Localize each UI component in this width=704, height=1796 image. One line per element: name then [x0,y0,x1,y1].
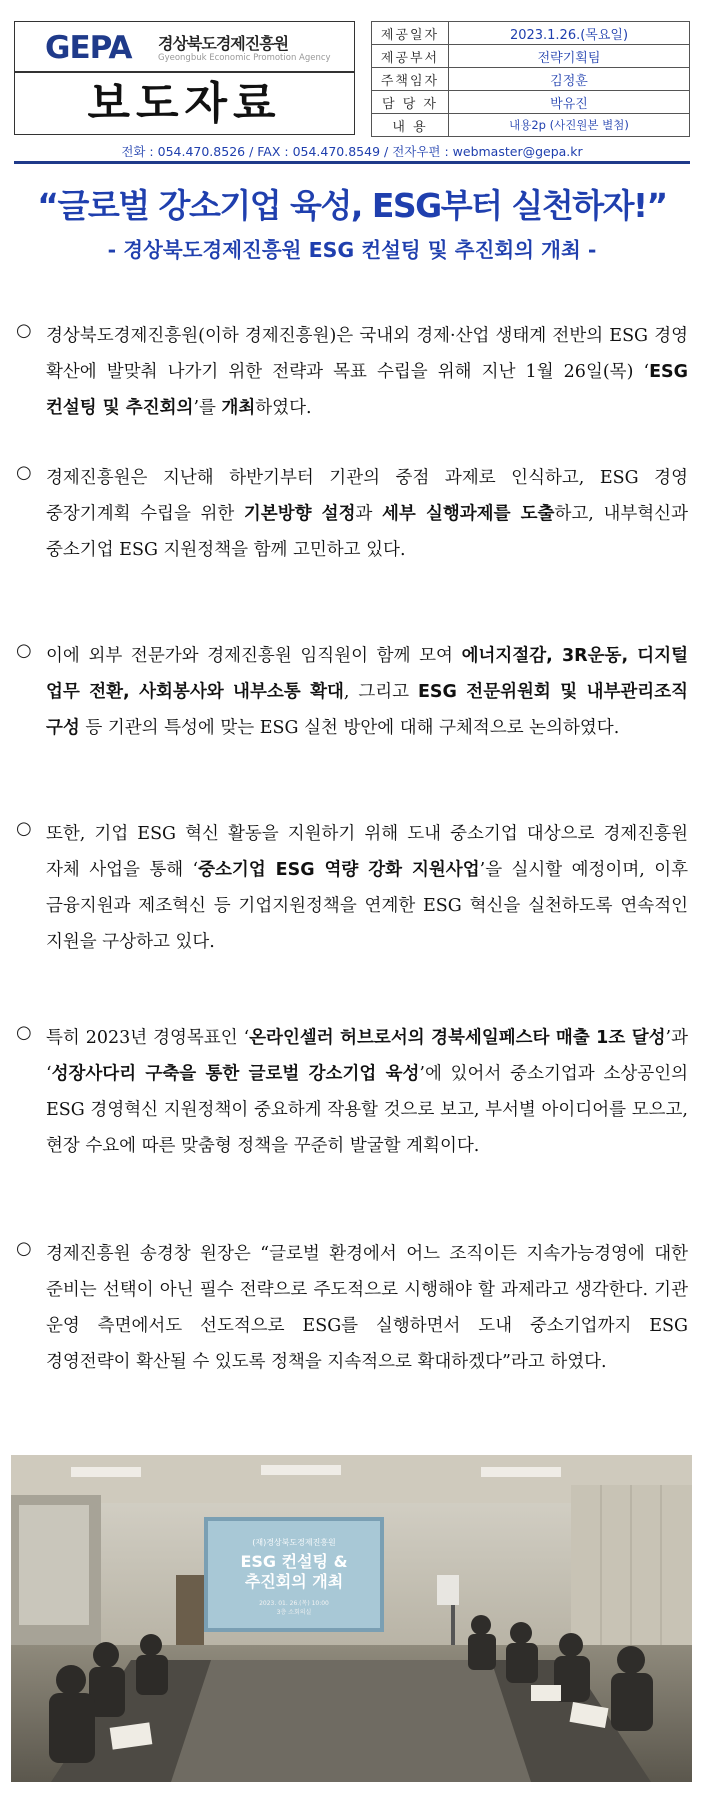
info-value: 전략기획팀 [449,45,690,68]
paragraph-text: 이에 외부 전문가와 경제진흥원 임직원이 함께 모여 에너지절감, 3R운동, 디지털 업무 전환, 사회봉사와 내부소통 확대, 그리고 ESG 전문위원회 및 내부관리조직 구성 등 기관의 특성에 맞는 ESG 실천 방안에 대해 구체적으로 논의하였다. [46,646,689,738]
svg-text:ESG 컨설팅 &: ESG 컨설팅 & [240,1552,348,1571]
subheadline: - 경상북도경제진흥원 ESG 컨설팅 및 추진회의 개최 - [107,238,597,262]
info-value: 박유진 [449,91,690,114]
info-label: 주책임자 [372,68,449,91]
info-label: 제공일자 [372,22,449,45]
bullet-circle-icon: ○ [16,1022,32,1043]
paragraph-text: 경제진흥원은 지난해 하반기부터 기관의 중점 과제로 인식하고, ESG 경영 중장기계획 수립을 위한 기본방향 설정과 세부 실행과제를 도출하고, 내부혁신과 중소기업 ESG 지원정책을 함께 고민하고 있다. [46,468,688,560]
info-row [372,91,690,114]
info-row [372,114,690,137]
meeting-photo-illustration [11,1455,692,1782]
info-value: 내용2p (사진원본 별첨) [449,114,690,137]
info-row [372,22,690,45]
info-value: 김정훈 [449,68,690,91]
org-name-kr: 경상북도경제진흥원 [158,34,289,53]
svg-text:추진회의 개최: 추진회의 개최 [244,1572,344,1591]
release-info-table [371,21,690,137]
paragraph [16,638,688,746]
info-row [372,68,690,91]
info-label: 내 용 [372,114,449,137]
paragraph-text: 또한, 기업 ESG 혁신 활동을 지원하기 위해 도내 중소기업 대상으로 경제진흥원 자체 사업을 통해 ‘중소기업 ESG 역량 강화 지원사업’을 실시할 예정이며, 이후 금융지원과 제조혁신 등 기업지원정책을 연계한 ESG 혁신을 실천하도록 연속적인 지원을 구상하고 있다. [46,824,689,952]
paragraph-text: 경제진흥원 송경창 원장은 “글로벌 환경에서 어느 조직이든 지속가능경영에 대한 준비는 선택이 아닌 필수 전략으로 주도적으로 시행해야 할 과제라고 생각한다. 기관 운영 측면에서도 선도적으로 ESG를 실행하면서 도내 중소기업까지 ESG 경영전략이 확산될 수 있도록 정책을 지속적으로 확대하겠다”라고 하였다. [46,1244,688,1372]
paragraph [16,460,688,568]
info-value: 2023.1.26.(목요일) [449,22,690,45]
paragraph [16,1236,688,1380]
paragraph [16,1020,688,1164]
logo-row [15,22,354,73]
paragraph [16,318,688,426]
paragraph [16,816,688,960]
gepa-logo: GEPA [45,30,132,66]
bullet-circle-icon: ○ [16,640,32,661]
header-divider [14,161,690,164]
svg-text:(재)경상북도경제진흥원: (재)경상북도경제진흥원 [252,1538,336,1547]
info-label: 담 당 자 [372,91,449,114]
bullet-circle-icon: ○ [16,462,32,483]
paragraph-text: 경상북도경제진흥원(이하 경제진흥원)은 국내외 경제·산업 생태계 전반의 ESG 경영 확산에 발맞춰 나가기 위한 전략과 목표 수립을 위해 지난 1월 26일(목) ‘ESG 컨설팅 및 추진회의’를 개최하였다. [46,326,688,418]
info-label: 제공부서 [372,45,449,68]
press-release-title: 보도자료 [87,78,282,129]
org-name-en: Gyeongbuk Economic Promotion Agency [158,53,331,63]
contact-info: 전화 : 054.470.8526 / FAX : 054.470.8549 / 전자우편 : webmaster@gepa.kr [121,144,583,159]
svg-text:3층 소회의실: 3층 소회의실 [276,1609,312,1616]
svg-text:2023. 01. 26.(목) 10:00: 2023. 01. 26.(목) 10:00 [259,1600,329,1607]
bullet-circle-icon: ○ [16,320,32,341]
info-row [372,45,690,68]
logo-box [14,21,355,135]
bullet-circle-icon: ○ [16,1238,32,1259]
bullet-circle-icon: ○ [16,818,32,839]
paragraph-text: 특히 2023년 경영목표인 ‘온라인셀러 허브로서의 경북세일페스타 매출 1조 달성’과 ‘성장사다리 구축을 통한 글로벌 강소기업 육성’에 있어서 중소기업과 소상공인의 ESG 경영혁신 지원정책이 중요하게 작용할 것으로 보고, 부서별 아이디어를 모으고, 현장 수요에 따른 맞춤형 정책을 꾸준히 발굴할 계획이다. [46,1028,689,1156]
meeting-photo [11,1455,692,1782]
headline: “글로벌 강소기업 육성, ESG부터 실천하자!” [37,186,667,225]
